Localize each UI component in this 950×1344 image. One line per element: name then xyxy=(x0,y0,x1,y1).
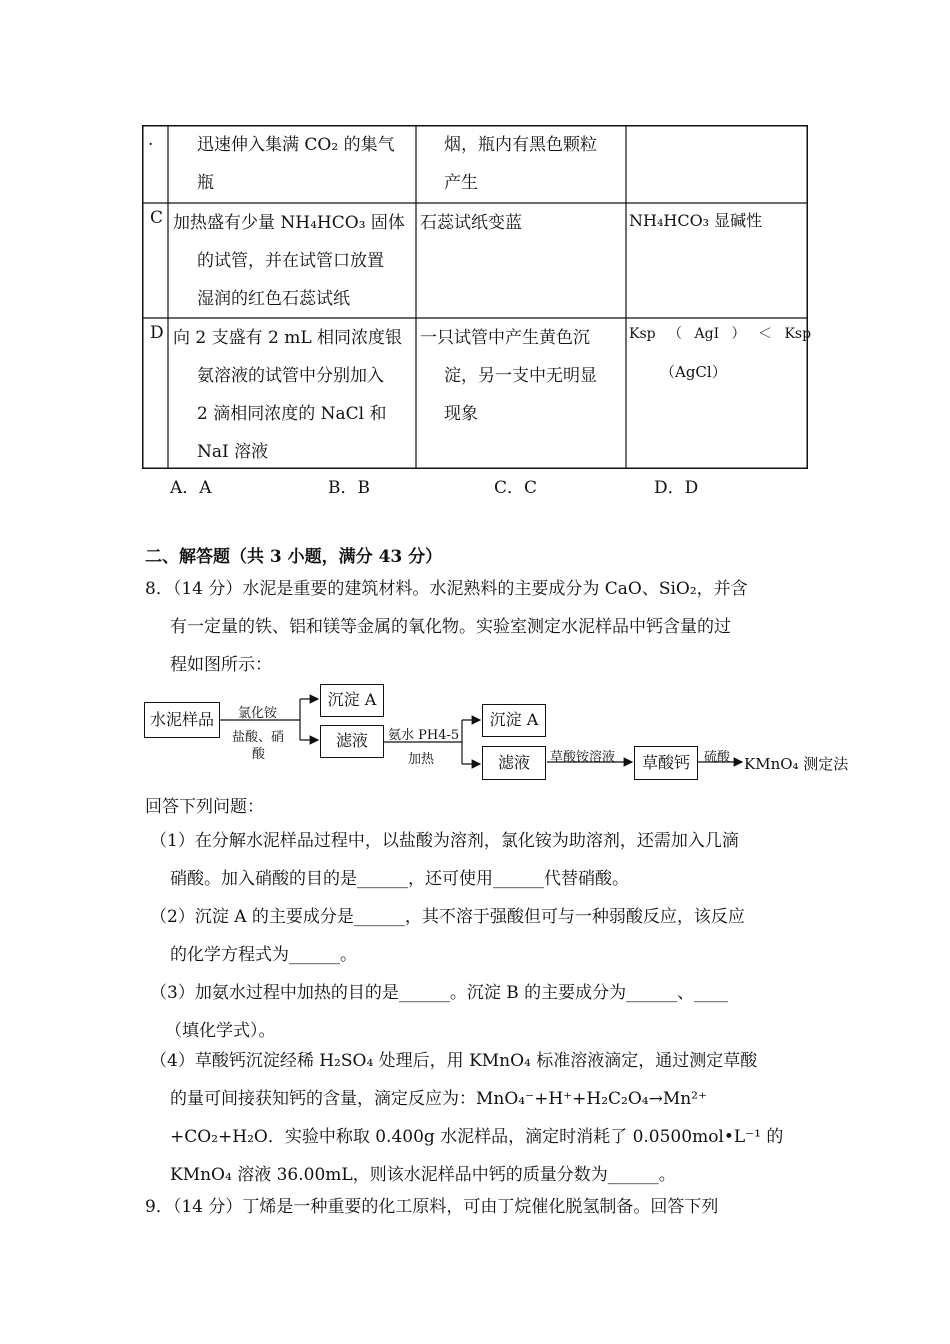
operation-line: 2 滴相同浓度的 NaCl 和 xyxy=(197,404,387,424)
q8-part3-line: （填化学式）。 xyxy=(165,1021,276,1041)
filtrate-box: 滤液 xyxy=(320,725,384,758)
conclusion-line: （AgCl） xyxy=(660,363,727,381)
choice-a[interactable]: A．A xyxy=(170,478,212,498)
reagent-acids: 盐酸、硝 xyxy=(232,730,285,745)
q8-intro-line: 8．（14 分）水泥是重要的建筑材料。水泥熟料的主要成分为 CaO、SiO₂，并含 xyxy=(145,579,748,599)
phenomenon-line: 现象 xyxy=(444,404,478,424)
reagent-heat: 加热 xyxy=(408,752,435,767)
q8-part4-line: KMnO₄ 溶液 36.00mL，则该水泥样品中钙的质量分数为______。 xyxy=(170,1165,676,1185)
flow-diagram xyxy=(140,682,860,782)
q8-intro-line: 有一定量的铁、铝和镁等金属的氧化物。实验室测定水泥样品中钙含量的过 xyxy=(170,617,731,637)
q8-part2-line: （2）沉淀 A 的主要成分是______，其不溶于强酸但可与一种弱酸反应，该反应 xyxy=(150,907,745,927)
row-label: C xyxy=(150,208,164,228)
operation-line: 向 2 支盛有 2 mL 相同浓度银 xyxy=(173,328,403,348)
operation-line: 的试管，并在试管口放置 xyxy=(197,251,384,271)
phenomenon-line: 产生 xyxy=(444,173,478,193)
q8-part2-line: 的化学方程式为______。 xyxy=(170,945,357,965)
conclusion-line: NH₄HCO₃ 显碱性 xyxy=(629,211,763,230)
reagent-acids-2: 酸 xyxy=(252,747,266,762)
choice-c[interactable]: C．C xyxy=(494,478,538,498)
q8-prompt: 回答下列问题： xyxy=(145,797,264,817)
precipitate-a-box-2: 沉淀 A xyxy=(482,704,546,737)
phenomenon-line: 烟，瓶内有黑色颗粒 xyxy=(444,135,597,155)
section-title: 二、解答题（共 3 小题，满分 43 分） xyxy=(145,547,443,567)
kmno4-method: KMnO₄ 测定法 xyxy=(744,755,849,773)
reagent-ammonium-chloride: 氯化铵 xyxy=(238,706,278,721)
operation-line: 加热盛有少量 NH₄HCO₃ 固体 xyxy=(173,213,405,233)
choice-b[interactable]: B．B xyxy=(328,478,370,498)
phenomenon-line: 石蕊试纸变蓝 xyxy=(420,213,522,233)
calcium-oxalate-box: 草酸钙 xyxy=(634,746,698,780)
q8-part1-line: （1）在分解水泥样品过程中，以盐酸为溶剂，氯化铵为助溶剂，还需加入几滴 xyxy=(150,831,739,851)
operation-line: 迅速伸入集满 CO₂ 的集气 xyxy=(197,135,395,155)
operation-line: 湿润的红色石蕊试纸 xyxy=(197,289,350,309)
q8-part3-line: （3）加氨水过程中加热的目的是______。沉淀 B 的主要成分为______、____ xyxy=(150,983,729,1003)
q8-part4-line: 的量可间接获知钙的含量，滴定反应为：MnO₄⁻+H⁺+H₂C₂O₄→Mn²⁺ xyxy=(170,1089,707,1109)
phenomenon-line: 一只试管中产生黄色沉 xyxy=(420,328,590,348)
filtrate-box-2: 滤液 xyxy=(482,746,546,780)
row-label: . xyxy=(148,130,154,150)
q8-part4-line: +CO₂+H₂O．实验中称取 0.400g 水泥样品，滴定时消耗了 0.0500mol•L⁻¹ 的 xyxy=(170,1127,784,1147)
conclusion-line: Ksp （ AgI ） ＜ Ksp xyxy=(629,326,812,342)
sample-box: 水泥样品 xyxy=(144,702,220,738)
q8-intro-line: 程如图所示： xyxy=(170,655,272,675)
operation-line: 瓶 xyxy=(197,173,214,193)
choice-d[interactable]: D．D xyxy=(654,478,699,498)
row-label: D xyxy=(150,323,164,343)
operation-line: 氨溶液的试管中分别加入 xyxy=(197,366,384,386)
precipitate-a-box: 沉淀 A xyxy=(320,684,384,717)
reagent-sulfuric-acid: 硫酸 xyxy=(704,750,731,765)
operation-line: NaI 溶液 xyxy=(197,442,269,462)
phenomenon-line: 淀，另一支中无明显 xyxy=(444,366,597,386)
q9-intro: 9．（14 分）丁烯是一种重要的化工原料，可由丁烷催化脱氢制备。回答下列 xyxy=(145,1197,719,1217)
q8-part1-line: 硝酸。加入硝酸的目的是______，还可使用______代替硝酸。 xyxy=(170,869,629,889)
reagent-ammonia: 氨水 PH4-5 xyxy=(388,728,460,743)
reagent-ammonium-oxalate: 草酸铵溶液 xyxy=(550,750,616,765)
q8-part4-line: （4）草酸钙沉淀经稀 H₂SO₄ 处理后，用 KMnO₄ 标准溶液滴定，通过测定草酸 xyxy=(150,1051,758,1071)
